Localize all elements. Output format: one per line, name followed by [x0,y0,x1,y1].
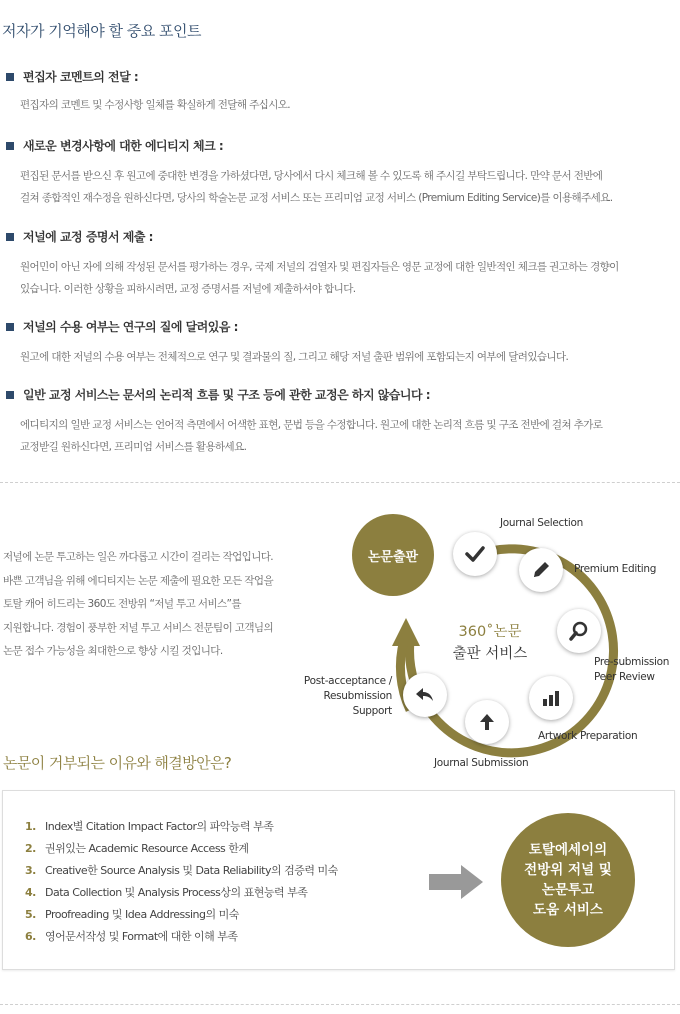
step-label-post-acceptance: Post-acceptance / Resubmission Support [303,675,392,717]
point-heading: 저널의 수용 여부는 연구의 질에 달려있음 : [23,320,238,334]
cycle-arrowhead-icon [392,618,420,646]
step-label-artwork-preparation: Artwork Preparation [538,730,638,742]
point-body: 원어민이 아닌 자에 의해 작성된 문서를 평가하는 경우, 국제 저널의 검열자 및 편집자들은 영문 교정에 대한 일반적인 체크를 권고하는 경향이 있습니다. 이러한 상황을 피하시려면, 교정 증명서를 저널에 제출하셔야 합니다. [20,261,619,295]
reply-arrow-icon [403,673,447,717]
point-heading: 새로운 변경사항에 대한 에디티지 체크 : [23,139,224,153]
step-label-journal-submission: Journal Submission [434,757,529,769]
point-heading: 일반 교정 서비스는 문서의 논리적 흐름 및 구조 등에 관한 교정은 하지 않습니다 : [23,388,431,402]
point-heading: 저널에 교정 증명서 제출 : [23,230,153,244]
list-item: 6. 영어문서작성 및 Format에 대한 이해 부족 [25,929,238,943]
page-title: 저자가 기억해야 할 중요 포인트 [2,22,201,40]
point-body: 원고에 대한 저널의 수용 여부는 전체적으로 연구 및 결과물의 질, 그리고 해당 저널 출판 범위에 포함되는지 여부에 달려있습니다. [20,351,569,363]
arrow-right-icon [427,863,485,901]
point-heading: 편집자 코멘트의 전달 : [23,70,139,84]
solution-circle: 토탈에세이의 전방위 저널 및 논문투고 도움 서비스 [501,813,635,947]
cycle-center-label: 360˚논문 출판 서비스 [452,624,528,662]
start-circle: 논문출판 [352,514,434,596]
pencil-icon [519,548,563,592]
reasons-list [25,815,338,947]
list-item: 1. Index별 Citation Impact Factor의 파악능력 부족 [25,819,274,833]
list-item: 2. 권위있는 Academic Resource Access 한계 [25,841,249,855]
check-icon [453,532,497,576]
reasons-title: 논문이 거부되는 이유와 해결방안은? [3,754,232,772]
upload-arrow-icon [465,700,509,744]
bar-chart-icon [529,676,573,720]
list-item: 3. Creative한 Source Analysis 및 Data Reliability의 검증력 미숙 [25,863,338,877]
list-item: 4. Data Collection 및 Analysis Process상의 표현능력 부족 [25,885,308,899]
step-label-pre-submission: Pre-submission Peer Review [594,656,670,683]
point-body: 편집된 문서를 받으신 후 원고에 중대한 변경을 가하셨다면, 당사에서 다시 체크해 볼 수 있도록 해 주시길 부탁드립니다. 만약 문서 전반에 걸쳐 종합적인 재수정을 원하신다면, 당사의 학술논문 교정 서비스 또는 프리미엄 교정 서비스 (Premium Editing Service)를 이용해주세요. [20,170,613,204]
magnifier-icon [557,609,601,653]
point-body: 에디티지의 일반 교정 서비스는 언어적 측면에서 어색한 표현, 문법 등을 수정합니다. 원고에 대한 논리적 흐름 및 구조 전반에 걸쳐 추가로 교정받길 원하신다면, 프리미엄 서비스를 활용하세요. [20,419,603,453]
intro-text: 저널에 논문 투고하는 일은 까다롭고 시간이 걸리는 작업입니다. 바쁜 고객님을 위해 에디티지는 논문 제출에 필요한 모든 작업을 토탈 캐어 히드리는 360도 전방위 “저널 투고 서비스”를 지원합니다. 경험이 풍부한 저널 투고 서비스 전문팀이 고객님의 논문 접수 가능성을 최대한으로 향상 시킬 것입니다. [3,551,274,657]
section-divider [0,1004,680,1005]
step-label-premium-editing: Premium Editing [574,563,657,575]
reasons-box [2,790,675,970]
list-item: 5. Proofreading 및 Idea Addressing의 미숙 [25,907,239,921]
step-label-journal-selection: Journal Selection [500,517,583,529]
point-body: 편집자의 코멘트 및 수정사항 일체를 확실하게 전달해 주십시오. [20,99,291,111]
